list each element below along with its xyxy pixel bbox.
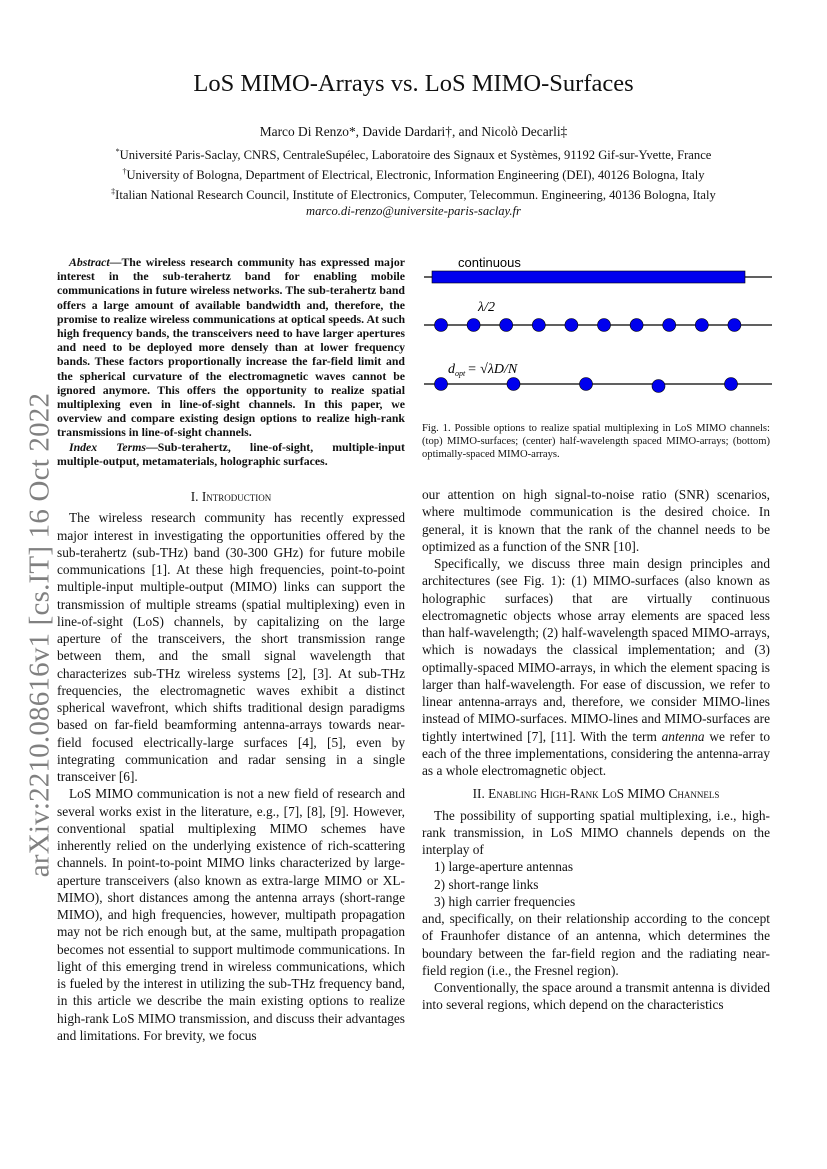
paper-title: LoS MIMO-Arrays vs. LoS MIMO-Surfaces <box>193 70 634 97</box>
author-list: Marco Di Renzo*, Davide Dardari†, and Nicolò Decarli‡ <box>259 124 568 139</box>
continuous-surface-bar <box>432 271 745 283</box>
antenna-element <box>467 319 480 332</box>
antenna-element <box>500 319 513 332</box>
requirements-list <box>422 858 770 910</box>
paragraph: The wireless research community has recently expressed major interest in investigating the opportunities offered by the sub-terahertz (sub-THz) band (30-300 GHz) for future mobile communications [1]. At these high frequencies, point-to-point multiple-input multiple-output (MIMO) links can support the transmission of multiple streams (spatial multiplexing) even in line-of-sight (LoS) channels, by capitalizing on the large aperture of the transceivers, the short transmission range between them, and the small signal wavelength that characterizes sub-THz wireless systems [2], [3]. At sub-THz frequencies, the electromagnetic waves exhibit a distinct spherical wavefront, which shifts traditional design paradigms based on far-field beamforming antenna-arrays towards near-field focused electrically-large surfaces [4], [5], even by integrating communication and radar sensing in a single transceiver [6]. <box>57 510 405 785</box>
paragraph: LoS MIMO communication is not a new field of research and several works exist in the literature, e.g., [7], [8], [9]. However, conventional spatial multiplexing MIMO schemes have inherently relied on the underlying existence of rich-scattering channels. In point-to-point MIMO links characterized by large-aperture transceivers (also known as extra-large MIMO or XL-MIMO), short distances among the antenna arrays (short-range MIMO), and high frequencies, however, multipath propagation may not be rich enough but, at the same, multipath propagation becomes not essential to support multimode communications. In light of this emerging trend in wireless communications, which is fueled by the interest in utilizing the sub-THz frequency band, in this article we describe the main existing options to realize high-rank LoS MIMO transmission, and discuss their advantages and limitations. For brevity, we focus <box>57 786 405 1043</box>
section-heading-introduction: I. Introduction <box>190 489 272 505</box>
antenna-element <box>663 319 676 332</box>
antenna-element <box>652 380 665 393</box>
label-half-wavelength: λ/2 <box>478 300 495 315</box>
paragraph: Specifically, we discuss three main design principles and architectures (see Fig. 1): (1) MIMO-surfaces (also known as holographic surfaces) that are virtually continuous electromagnetic objects whose array elements are spaced less than half-wavelength; (2) half-wavelength spaced MIMO-arrays, which is nowadays the classical implementation; and (3) optimally-spaced MIMO-arrays, in which the element spacing is larger than half-wavelength. For ease of discussion, we refer to linear antenna-arrays and, therefore, we consider MIMO-lines instead of MIMO-surfaces. MIMO-lines and MIMO-surfaces are tightly intertwined [7], [11]. With the term antenna we refer to each of the three implementations, considering the antenna-array as a whole electromagnetic object. <box>422 556 771 778</box>
antenna-element <box>507 378 520 391</box>
affiliations <box>0 144 827 220</box>
list-item: 2) short-range links <box>434 876 539 892</box>
label-dopt: $d_{opt} = √\lambda D/N$ <box>448 362 518 378</box>
figure-caption: Fig. 1. Possible options to realize spatial multiplexing in LoS MIMO channels: (top) MIMO-surfaces; (center) half-wavelength spaced MIMO-arrays; (bottom) optimally-spaced MIMO-arrays. <box>422 423 770 460</box>
antenna-element <box>630 319 643 332</box>
antenna-element <box>598 319 611 332</box>
optimal-array <box>435 378 738 393</box>
affiliation-2: †University of Bologna, Department of Electrical, Electronic, Information Engineering (DEI), 40126 Bologna, Italy <box>122 166 705 182</box>
antenna-element <box>532 319 545 332</box>
abstract: Abstract—The wireless research community has expressed major interest in the sub-terahertz band for enabling mobile communications in future wireless networks. The sub-terahertz band offers a large amount of available bandwidth and, therefore, the promise to realize wireless communications at optical speeds. At such high frequency bands, the transceivers need to have larger apertures and need to be deployed more densely than at lower frequency bands. These factors proportionally increase the far-field limit and the spherical curvature of the electromagnetic waves cannot be ignored anymore. This offers the opportunity to realize spatial multiplexing even in line-of-sight channels. In this paper, we overview and compare existing design options to realize high-rank transmissions in line-of-sight channels. <box>57 255 405 440</box>
list-item: 1) large-aperture antennas <box>434 859 574 875</box>
antenna-element <box>565 319 578 332</box>
antenna-element <box>435 319 448 332</box>
affiliation-1: *Université Paris-Saclay, CNRS, CentraleSupélec, Laboratoire des Signaux et Systèmes, 91192 Gif-sur-Yvette, France <box>115 147 712 163</box>
right-column <box>422 486 770 1014</box>
antenna-element <box>580 378 593 391</box>
paragraph: our attention on high signal-to-noise ratio (SNR) scenarios, where multimode communication is the desired choice. In general, it is known that the rank of the channel needs to be optimized as a function of the SNR [10]. <box>422 487 770 554</box>
author-email[interactable]: marco.di-renzo@universite-paris-saclay.fr <box>306 204 521 219</box>
label-continuous: continuous <box>458 255 521 270</box>
index-terms: Index Terms—Sub-terahertz, line-of-sight, multiple-input multiple-output, metamaterials, holographic surfaces. <box>57 439 405 468</box>
antenna-element <box>725 378 738 391</box>
left-column <box>57 255 405 1044</box>
antenna-element <box>695 319 708 332</box>
figure-1 <box>420 250 775 410</box>
list-item: 3) high carrier frequencies <box>434 893 576 909</box>
paragraph: Conventionally, the space around a transmit antenna is divided into several regions, which depend on the characteristics <box>422 980 770 1013</box>
arxiv-stamp: arXiv:2210.08616v1 [cs.IT] 16 Oct 2022 <box>23 392 56 878</box>
antenna-element <box>728 319 741 332</box>
section-heading-enabling: II. Enabling High-Rank LoS MIMO Channels <box>472 786 720 802</box>
affiliation-3: ‡Italian National Research Council, Institute of Electronics, Computer, Telecommun. Engineering, 40136 Bologna, Italy <box>111 186 716 202</box>
paragraph: The possibility of supporting spatial multiplexing, i.e., high-rank transmission, in LoS MIMO channels depends on the interplay of <box>422 807 770 857</box>
paragraph: and, specifically, on their relationship according to the concept of Fraunhofer distance of an antenna, which determines the boundary between the far-field region and the radiating near-field region (i.e., the Fresnel region). <box>422 911 770 978</box>
antenna-element <box>435 378 448 391</box>
